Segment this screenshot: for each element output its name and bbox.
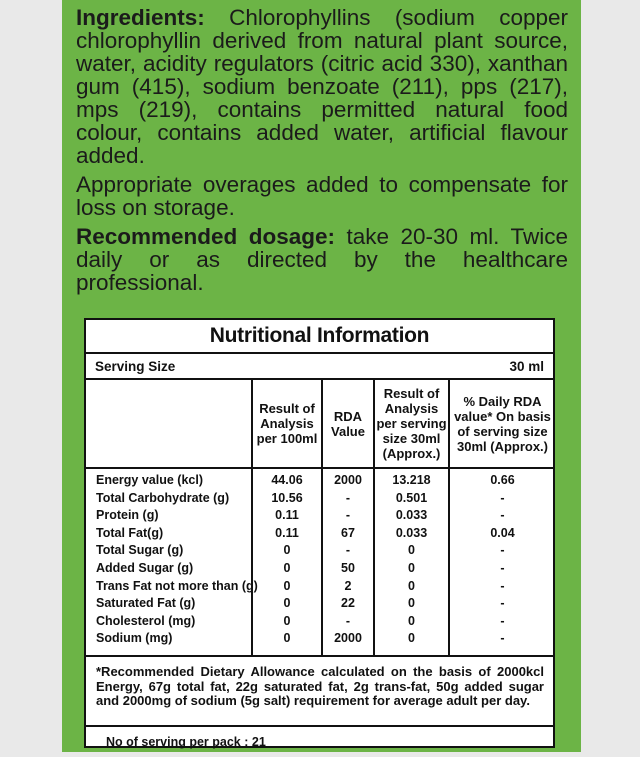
header-rda: RDA Value [331, 408, 365, 439]
nutrient-daily-value: - [500, 543, 505, 558]
nutrient-name: Saturated Fat (g) [96, 596, 196, 611]
nutrient-row [86, 560, 553, 578]
header-per-serving: Result of Analysis per serving size 30ml (Approx.) [376, 386, 447, 461]
nutrient-daily-value: - [500, 508, 505, 523]
nutrient-daily-value: - [500, 490, 505, 505]
nutrient-per100-value: 0 [283, 543, 291, 558]
nutrient-daily-value: 0.66 [490, 473, 515, 487]
nutrient-row [86, 630, 553, 648]
nutrient-per100-value: 44.06 [271, 473, 303, 487]
label-copy [76, 6, 568, 300]
nutrient-serving-value: 0 [408, 561, 415, 575]
nutrition-title: Nutritional Information [86, 320, 553, 354]
nutrient-rda-value: - [345, 613, 351, 628]
ingredients-heading: Ingredients: [76, 5, 205, 30]
nutrient-row [86, 613, 553, 631]
nutrient-daily-value: 0.04 [490, 525, 515, 540]
nutrient-daily-value: - [500, 631, 505, 646]
nutrient-serving-value: 0.033 [395, 508, 428, 523]
dosage-heading: Recommended dosage: [76, 224, 336, 249]
nutrient-per100-value: 0.11 [275, 508, 299, 523]
rda-footnote: *Recommended Dietary Allowance calculated on the basis of 2000kcl Energy, 67g total fat, 22g saturated fat, 2g trans-fat, 50g added sugar and 2000mg of sodium (5g salt) requirement for average adult per day. [86, 657, 553, 727]
nutrient-serving-value: 0 [408, 631, 415, 646]
nutrient-rda-value: 2000 [334, 473, 362, 487]
nutrient-row [86, 525, 553, 543]
nutrient-per100-value: 0 [283, 578, 291, 593]
nutrient-serving-value: 0 [408, 613, 415, 628]
servings-per-pack: No of serving per pack : 21 [106, 735, 266, 749]
header-daily-rda: % Daily RDA value* On basis of serving size 30ml (Approx.) [454, 393, 551, 454]
nutrient-rda-value: 2 [344, 578, 352, 593]
nutrient-row [86, 507, 553, 525]
nutrient-row [86, 490, 553, 508]
nutrient-rda-value: - [345, 543, 351, 558]
header-divider [86, 467, 553, 469]
nutrient-name: Protein (g) [96, 508, 159, 523]
nutrient-per100-value: 0 [283, 631, 291, 646]
nutrient-rda-value: - [345, 508, 351, 523]
nutrient-rda-value: 67 [341, 525, 355, 540]
nutrient-serving-value: 0 [408, 543, 415, 558]
nutrient-name: Sodium (mg) [96, 631, 173, 646]
nutrient-name: Total Sugar (g) [96, 543, 184, 558]
nutrient-serving-value: 13.218 [392, 473, 431, 487]
nutrient-daily-value: - [500, 596, 505, 611]
dosage-paragraph [76, 225, 568, 294]
nutrient-per100-value: 0 [283, 561, 291, 575]
nutrient-serving-value: 0 [408, 578, 415, 593]
nutrient-name: Total Fat(g) [96, 525, 164, 540]
nutrient-rda-value: 50 [341, 561, 355, 575]
nutrient-per100-value: 10.56 [271, 490, 303, 505]
nutrition-table [84, 318, 555, 748]
nutrient-daily-value: - [500, 561, 505, 575]
nutrient-row [86, 595, 553, 613]
nutrient-rda-value: 22 [341, 596, 355, 611]
dosage-text: take 20-30 ml. Twice daily or as directed by the healthcare professional. [76, 224, 568, 295]
nutrient-per100-value: 0 [283, 596, 291, 611]
ingredients-text: Chlorophyllins (sodium copper chlorophyllin derived from natural plant source, water, acidity regulators (citric acid 330), xanthan gum (415), sodium benzoate (211), pps (217), mps (219), contains permitted natural food colour, contains added water, artificial flavour added. [76, 5, 568, 168]
nutrient-row [86, 472, 553, 490]
serving-size-row [86, 354, 553, 380]
nutrition-grid [86, 380, 553, 657]
nutrient-per100-value: 0.11 [275, 525, 299, 540]
header-per100: Result of Analysis per 100ml [256, 401, 318, 446]
nutrient-name: Energy value (kcl) [96, 473, 203, 487]
nutrient-serving-value: 0.033 [395, 525, 428, 540]
nutrient-daily-value: - [500, 613, 505, 628]
nutrient-per100-value: 0 [283, 613, 291, 628]
nutrient-rda-value: - [345, 490, 351, 505]
nutrient-daily-value: - [500, 578, 505, 593]
nutrient-serving-value: 0.501 [395, 490, 428, 505]
ingredients-paragraph [76, 6, 568, 167]
overages-paragraph: Appropriate overages added to compensate for loss on storage. [76, 172, 568, 220]
nutrient-rda-value: 2000 [334, 631, 362, 646]
nutrient-row [86, 542, 553, 560]
serving-size-label: Serving Size [95, 358, 176, 374]
nutrient-name: Trans Fat not more than (g) [96, 578, 258, 593]
serving-size-value: 30 ml [509, 358, 544, 374]
nutrient-name: Added Sugar (g) [96, 561, 194, 575]
nutrient-row [86, 578, 553, 596]
nutrient-serving-value: 0 [408, 596, 415, 611]
nutrient-name: Cholesterol (mg) [96, 613, 196, 628]
nutrient-name: Total Carbohydrate (g) [96, 490, 230, 505]
